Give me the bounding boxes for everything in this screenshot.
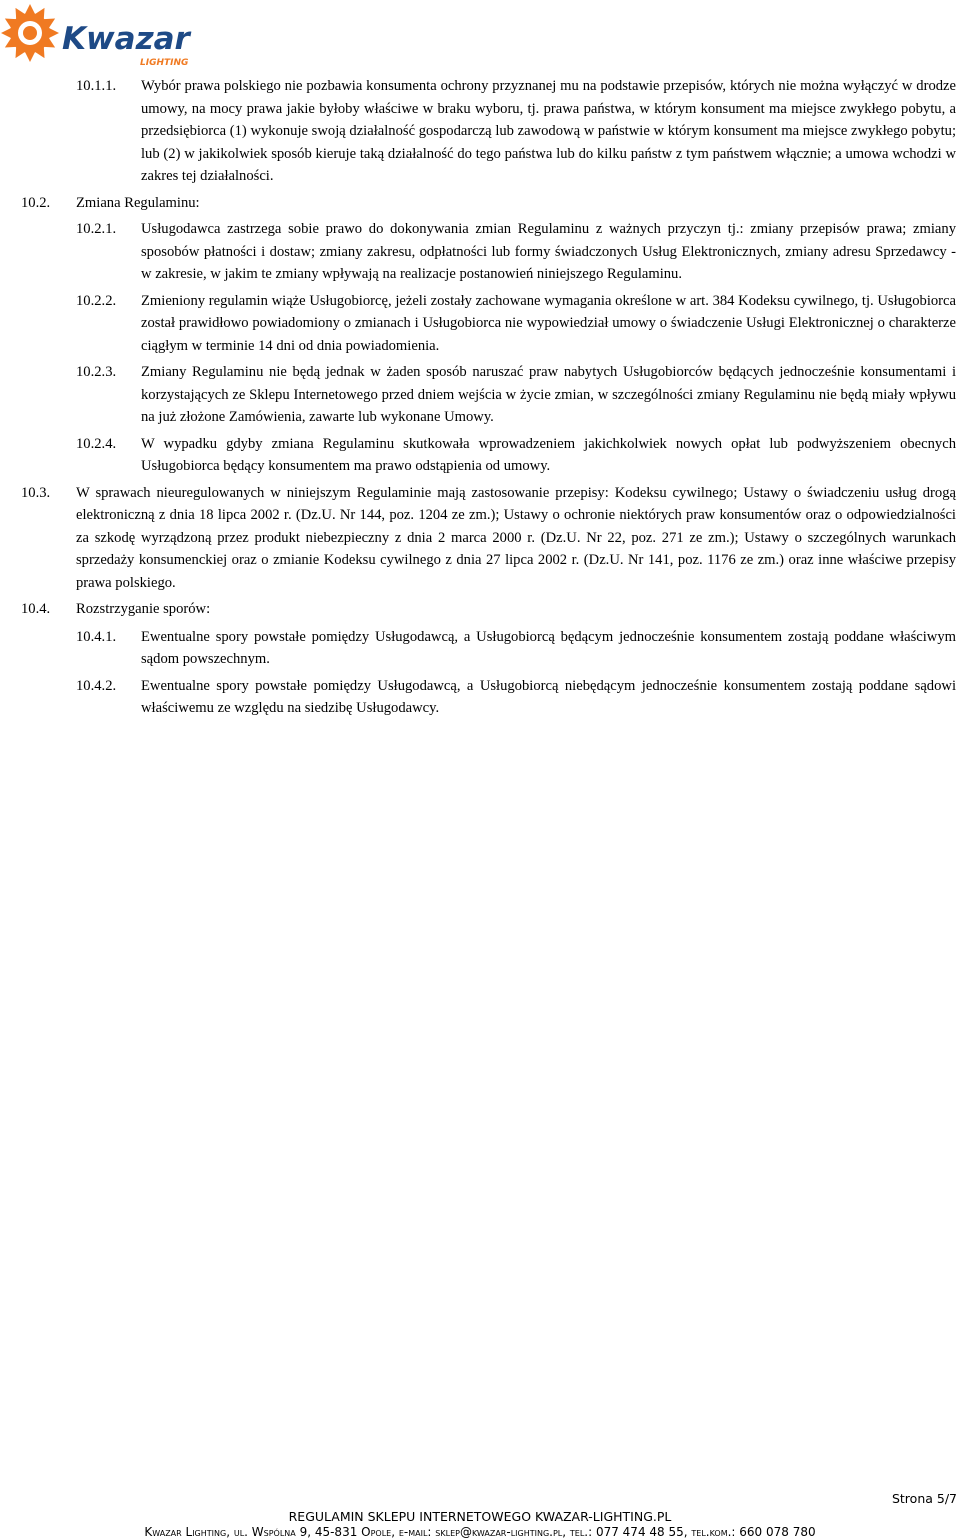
logo-sub-text: LIGHTING xyxy=(140,58,189,68)
logo-brand-text: Kwazar xyxy=(62,21,190,57)
section-10-2 xyxy=(0,192,956,215)
clause-10-2-3 xyxy=(0,361,956,429)
section-10-4 xyxy=(0,598,956,621)
clause-number: 10.1.1. xyxy=(76,78,117,94)
document-body xyxy=(0,75,960,720)
clause-number: 10.2.4. xyxy=(76,435,117,452)
clause-text: W wypadku gdyby zmiana Regulaminu skutkowała wprowadzeniem jakichkolwiek nowych opłat lub podwyższeniem obecnych Usługobiorca będący konsumentem ma prawo odstąpienia od umowy. xyxy=(141,435,956,474)
section-number: 10.2. xyxy=(21,194,51,211)
clause-text: Wybór prawa polskiego nie pozbawia konsumenta ochrony przyznanej mu na podstawie przepisów, których nie można wyłączyć w drodze umowy, na mocy prawa jakie byłoby właściwe w braku wyboru, tj. prawa państwa, w którym konsument ma miejsce zwykłego pobytu, a przedsiębiorca (1) wykonuje swoją działalność gospodarczą lub zawodową w państwie w którym konsument ma miejsce zwykłego pobytu; lub (2) w jakikolwiek sposób kieruje taką działalność do tego państwa lub do kilku państw z tym państwem włącznie; a umowa wchodzi w zakres tej działalności. xyxy=(141,78,956,184)
clause-text: Ewentualne spory powstałe pomiędzy Usługodawcą, a Usługobiorcą będącym jednocześnie konsumentem zostają poddane właściwym sądom powszechnym. xyxy=(141,628,956,667)
section-heading: Zmiana Regulaminu: xyxy=(76,194,200,211)
footer-title: REGULAMIN SKLEPU INTERNETOWEGO KWAZAR-LIGHTING.PL xyxy=(288,1509,672,1524)
clause-number: 10.2.3. xyxy=(76,364,117,380)
section-heading: Rozstrzyganie sporów: xyxy=(76,601,211,617)
clause-10-4-1 xyxy=(0,626,956,671)
clause-text: Zmieniony regulamin wiąże Usługobiorcę, jeżeli zostały zachowane wymagania określone w art. 384 Kodeksu cywilnego, tj. Usługobiorca został prawidłowo powiadomiony o zmianach i Usługobiorca nie wypowiedział umowy o świadczenie Usługi Elektronicznej o charakterze ciągłym w terminie 14 dni od dnia powiadomienia. xyxy=(141,292,956,354)
section-10-3 xyxy=(0,482,956,595)
clause-10-2-4 xyxy=(0,433,956,478)
section-number: 10.4. xyxy=(21,601,51,617)
clause-number: 10.2.2. xyxy=(76,292,117,309)
section-text: W sprawach nieuregulowanych w niniejszym Regulaminie mają zastosowanie przepisy: Kodeksu cywilnego; Ustawy o świadczeniu usług drogą elektroniczną z dnia 18 lipca 2002 r. (Dz.U. Nr 144, poz. 1204 ze zm.); Ustawy o ochronie niektórych praw konsumentów oraz o odpowiedzialności za szkodę wyrządzoną przez produkt niebezpieczny z dnia 2 marca 2000 r. (Dz.U. Nr 22, poz. 271 ze zm.); Ustawy o szczególnych warunkach sprzedaży konsumenckiej oraz o zmianie Kodeksu cywilnego z dnia 27 lipca 2002 r. (Dz.U. Nr 141, poz. 1176 ze zm.) oraz inne właściwe przepisy prawa polskiego. xyxy=(76,484,956,591)
clause-10-2-2 xyxy=(0,290,956,358)
section-number: 10.3. xyxy=(21,484,51,501)
clause-number: 10.4.2. xyxy=(76,677,117,694)
clause-number: 10.2.1. xyxy=(76,221,117,237)
page-number: Strona 5/7 xyxy=(891,1491,957,1506)
clause-10-4-2 xyxy=(0,675,956,720)
clause-text: Usługodawca zastrzega sobie prawo do dokonywania zmian Regulaminu z ważnych przyczyn tj.: zmiany przepisów prawa; zmiany sposobów płatności i dostaw; zmiany zakresu, odpłatności lub formy świadczonych Usług Elektronicznych, zmiany adresu Sprzedawcy - w zakresie, w jakim te zmiany wpływają na realizacje postanowień niniejszego Regulaminu. xyxy=(141,221,956,282)
clause-text: Zmiany Regulaminu nie będą jednak w żaden sposób naruszać praw nabytych Usługobiorców będących jednocześnie konsumentami i korzystających ze Sklepu Internetowego przed dniem wejścia w życie zmian, w szczególności zmiany Regulaminu nie będą miały wpływu na już złożone Zamówienia, zawarte lub wykonane Umowy. xyxy=(141,364,956,425)
clause-text: Ewentualne spory powstałe pomiędzy Usługodawcą, a Usługobiorcą niebędącym jednocześnie konsumentem zostają poddane sądowi właściwemu ze względu na siedzibę Usługodawcy. xyxy=(141,677,956,716)
kwazar-logo-graphic xyxy=(0,2,200,68)
clause-10-1-1 xyxy=(0,75,956,188)
clause-number: 10.4.1. xyxy=(76,628,117,645)
footer-contact: Kwazar Lighting, ul. Wspólna 9, 45-831 Opole, e-mail: sklep@kwazar-lighting.pl, tel.: 077 474 48 55, tel.kom.: 660 078 780 xyxy=(144,1525,816,1539)
clause-10-2-1 xyxy=(0,218,956,286)
kwazar-logo xyxy=(0,2,200,68)
